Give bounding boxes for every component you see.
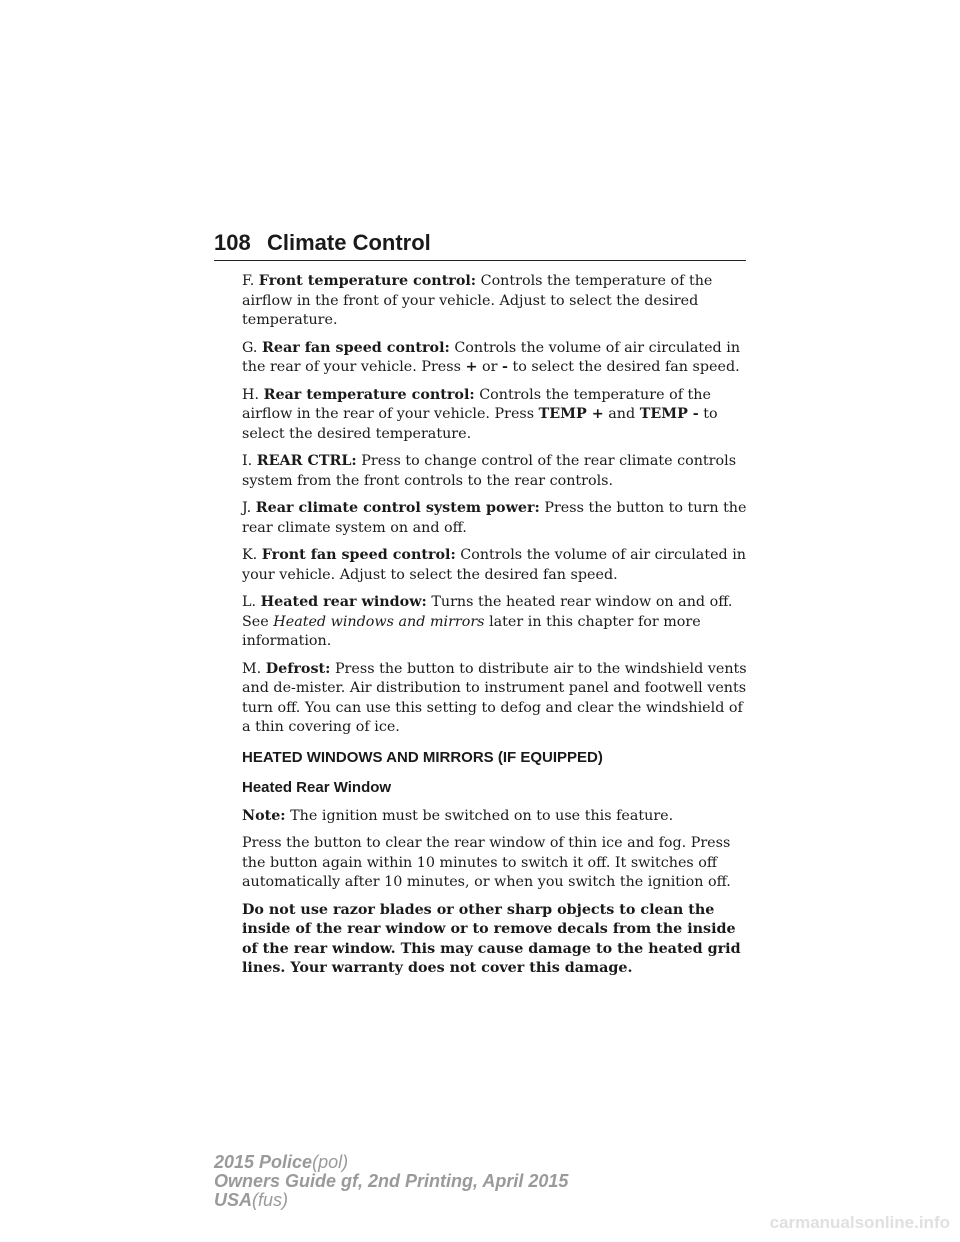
item-letter: M.: [242, 660, 262, 677]
item-label: Heated rear window:: [260, 594, 427, 610]
item-key: -: [502, 359, 508, 375]
item-text: Controls the volume of air circulated in your vehicle. Adjust to select the desired fan speed.: [242, 547, 747, 583]
item-text: Turns the heated rear window on and off. See: [242, 594, 733, 630]
list-item: [242, 386, 752, 445]
list-item: [242, 499, 752, 538]
list-item: [242, 593, 752, 652]
note-text: The ignition must be switched on to use this feature.: [290, 807, 674, 824]
chapter-title: Climate Control: [267, 230, 431, 255]
list-item: [242, 546, 752, 585]
watermark: carmanualsonline.info: [769, 1213, 950, 1232]
page-footer: [214, 1153, 568, 1210]
item-letter: F.: [242, 273, 255, 289]
item-key: TEMP -: [639, 406, 699, 422]
warning-paragraph: Do not use razor blades or other sharp objects to clean the inside of the rear window or to remove decals from the inside of the rear window. This may cause damage to the heated grid lines. Your warranty does not cover this damage.: [242, 901, 741, 976]
item-label: Front temperature control:: [258, 273, 477, 289]
note: [242, 807, 752, 827]
item-letter: G.: [242, 339, 258, 356]
section-heading: HEATED WINDOWS AND MIRRORS (IF EQUIPPED): [242, 748, 603, 766]
item-text: and: [608, 406, 636, 422]
item-label: REAR CTRL:: [256, 453, 357, 469]
footer-line-1: [214, 1153, 568, 1172]
cross-reference: Heated windows and mirrors: [273, 613, 485, 630]
item-text: Controls the temperature of the airflow in the front of your vehicle. Adjust to select the desired temperature.: [242, 273, 713, 328]
footer-line-2: Owners Guide gf, 2nd Printing, April 2015: [214, 1171, 569, 1191]
item-letter: L.: [242, 594, 257, 610]
item-text: Press the button to distribute air to the windshield vents and de-mister. Air distribution to instrument panel and footwell vents turn off. You can use this setting to defog and clear the windshield of a thin covering of ice.: [242, 660, 747, 735]
list-item: [242, 452, 752, 491]
page-content: [242, 272, 752, 987]
item-text: to select the desired temperature.: [242, 406, 718, 442]
footer-market-code: (fus): [252, 1190, 289, 1210]
footer-market: USA: [214, 1190, 253, 1210]
footer-line-3: [214, 1191, 568, 1210]
item-text: Press the button to turn the rear climate system on and off.: [242, 500, 747, 536]
list-item: [242, 272, 752, 331]
item-key: TEMP +: [538, 406, 604, 422]
item-letter: J.: [242, 500, 252, 516]
item-key: +: [465, 359, 478, 375]
item-label: Defrost:: [265, 660, 331, 677]
item-text: Controls the temperature of the airflow in the rear of your vehicle. Press: [242, 386, 711, 422]
list-item: [242, 339, 752, 378]
section-subheading: Heated Rear Window: [242, 779, 392, 796]
footer-model-code: (pol): [312, 1152, 349, 1172]
list-item: [242, 660, 752, 738]
page-number: 108: [214, 230, 251, 255]
item-label: Front fan speed control:: [261, 547, 456, 563]
page-header: [214, 226, 746, 261]
item-text: to select the desired fan speed.: [512, 359, 740, 375]
item-label: Rear temperature control:: [263, 386, 475, 403]
item-label: Rear climate control system power:: [255, 500, 540, 516]
item-text: or: [482, 359, 498, 375]
item-letter: H.: [242, 386, 260, 403]
item-text: later in this chapter for more information.: [242, 613, 701, 649]
item-text: Controls the volume of air circulated in the rear of your vehicle. Press: [242, 339, 741, 375]
note-label: Note:: [242, 807, 286, 824]
item-text: Press to change control of the rear climate controls system from the front controls to the rear controls.: [242, 453, 737, 489]
item-letter: K.: [242, 547, 258, 563]
item-letter: I.: [242, 453, 253, 469]
footer-model: 2015 Police: [214, 1152, 313, 1172]
body-paragraph: Press the button to clear the rear window of thin ice and fog. Press the button again within 10 minutes to switch it off. It switches off automatically after 10 minutes, or when you switch the ignition off.: [242, 835, 731, 890]
item-label: Rear fan speed control:: [262, 339, 450, 356]
